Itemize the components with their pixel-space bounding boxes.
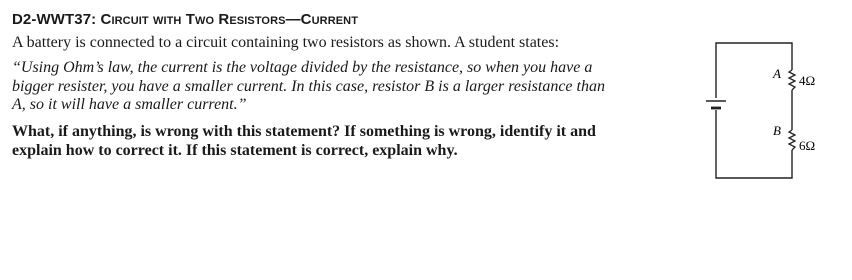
resistor-a-value: 4Ω — [799, 73, 816, 88]
problem-title — [12, 11, 358, 28]
resistor-b-label: B — [773, 123, 781, 138]
problem-name: Circuit with Two Resistors—Current — [100, 11, 359, 28]
resistor-a-label: A — [773, 66, 781, 81]
student-statement — [12, 59, 702, 115]
question-line: explain how to correct it. If this statement is correct, explain why. — [12, 141, 458, 159]
problem-code: D2-WWT37: — [12, 11, 97, 28]
battery-symbol — [706, 101, 726, 108]
statement-line: “Using Ohm’s law, the current is the voltage divided by the resistance, so when you have a — [12, 59, 593, 76]
question-prompt — [12, 123, 702, 160]
statement-line: bigger resister, you have a smaller current. In this case, resistor B is a larger resistance than — [12, 77, 605, 95]
statement-line: A, so it will have a smaller current.” — [12, 96, 247, 113]
problem-intro: A battery is connected to a circuit containing two resistors as shown. A student states: — [12, 34, 560, 51]
resistor-b-symbol — [789, 130, 795, 150]
resistor-b-value: 6Ω — [799, 138, 816, 153]
resistor-a-symbol — [789, 70, 795, 90]
circuit-diagram — [700, 30, 840, 190]
circuit-wire — [716, 110, 792, 178]
question-line: What, if anything, is wrong with this statement? If something is wrong, identify it and — [12, 123, 596, 140]
